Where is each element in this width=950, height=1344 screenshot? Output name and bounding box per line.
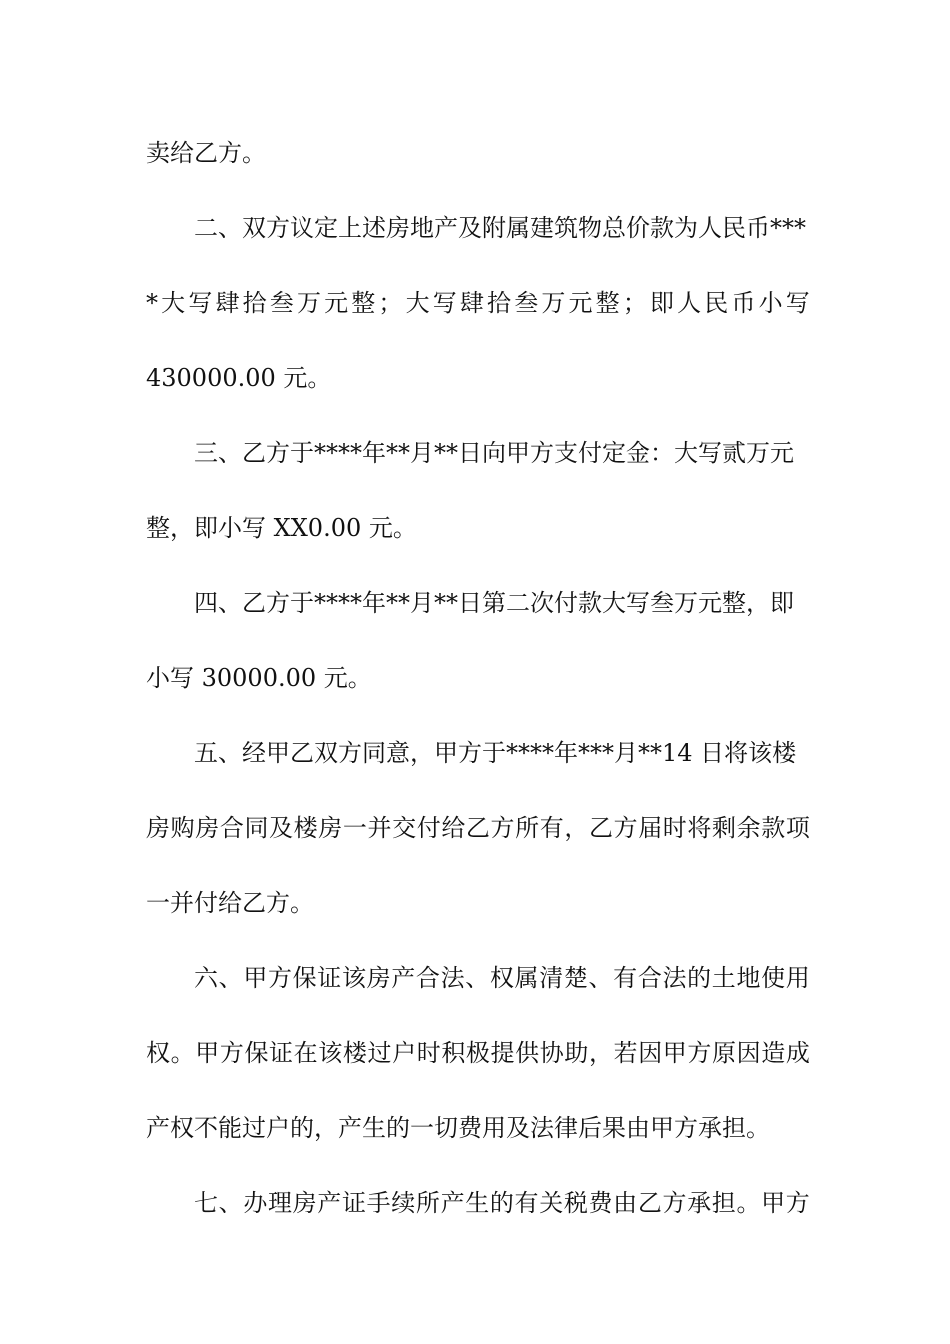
- paragraph-6-line-1: 六 、 甲 方 保 证 该 房 产 合 法 、 权 属 清 楚 、 有 合 法 的 土 地 使 用: [194, 964, 810, 992]
- paragraph-6-line-2: 权 。 甲 方 保 证 在 该 楼 过 户 时 积 极 提 供 协 助 ， 若 因 甲 方 原 因 造 成: [146, 1039, 810, 1067]
- paragraph-7-line-1: 七 、 办 理 房 产 证 手 续 所 产 生 的 有 关 税 费 由 乙 方 承 担 。 甲 方: [194, 1189, 810, 1217]
- paragraph-5-line-1: 五、经甲乙双方同意，甲方于****年***月**14 日将该楼: [194, 739, 797, 767]
- paragraph-4-line-2: 小写 30000.00 元。: [146, 664, 372, 692]
- paragraph-5-line-3: 一并付给乙方。: [146, 889, 314, 917]
- paragraph-2-line-1: 二、双方议定上述房地产及附属建筑物总价款为人民币***: [194, 214, 806, 242]
- paragraph-4-line-1: 四、乙方于****年**月**日第二次付款大写叁万元整，即: [194, 589, 794, 617]
- paragraph-5-line-2: 房 购 房 合 同 及 楼 房 一 并 交 付 给 乙 方 所 有 ， 乙 方 届 时 将 剩 余 款 项: [146, 814, 810, 842]
- paragraph-6-line-3: 产权不能过户的，产生的一切费用及法律后果由甲方承担。: [146, 1114, 770, 1142]
- text-line: 卖给乙方。: [146, 139, 266, 167]
- paragraph-3-line-2: 整，即小写 XX0.00 元。: [146, 514, 417, 542]
- paragraph-2-line-3: 430000.00 元。: [146, 364, 332, 392]
- paragraph-2-line-2: * 大 写 肆 拾 叁 万 元 整 ； 大 写 肆 拾 叁 万 元 整 ； 即 人 民 币 小 写: [146, 289, 810, 317]
- paragraph-3-line-1: 三、乙方于****年**月**日向甲方支付定金：大写贰万元: [194, 439, 794, 467]
